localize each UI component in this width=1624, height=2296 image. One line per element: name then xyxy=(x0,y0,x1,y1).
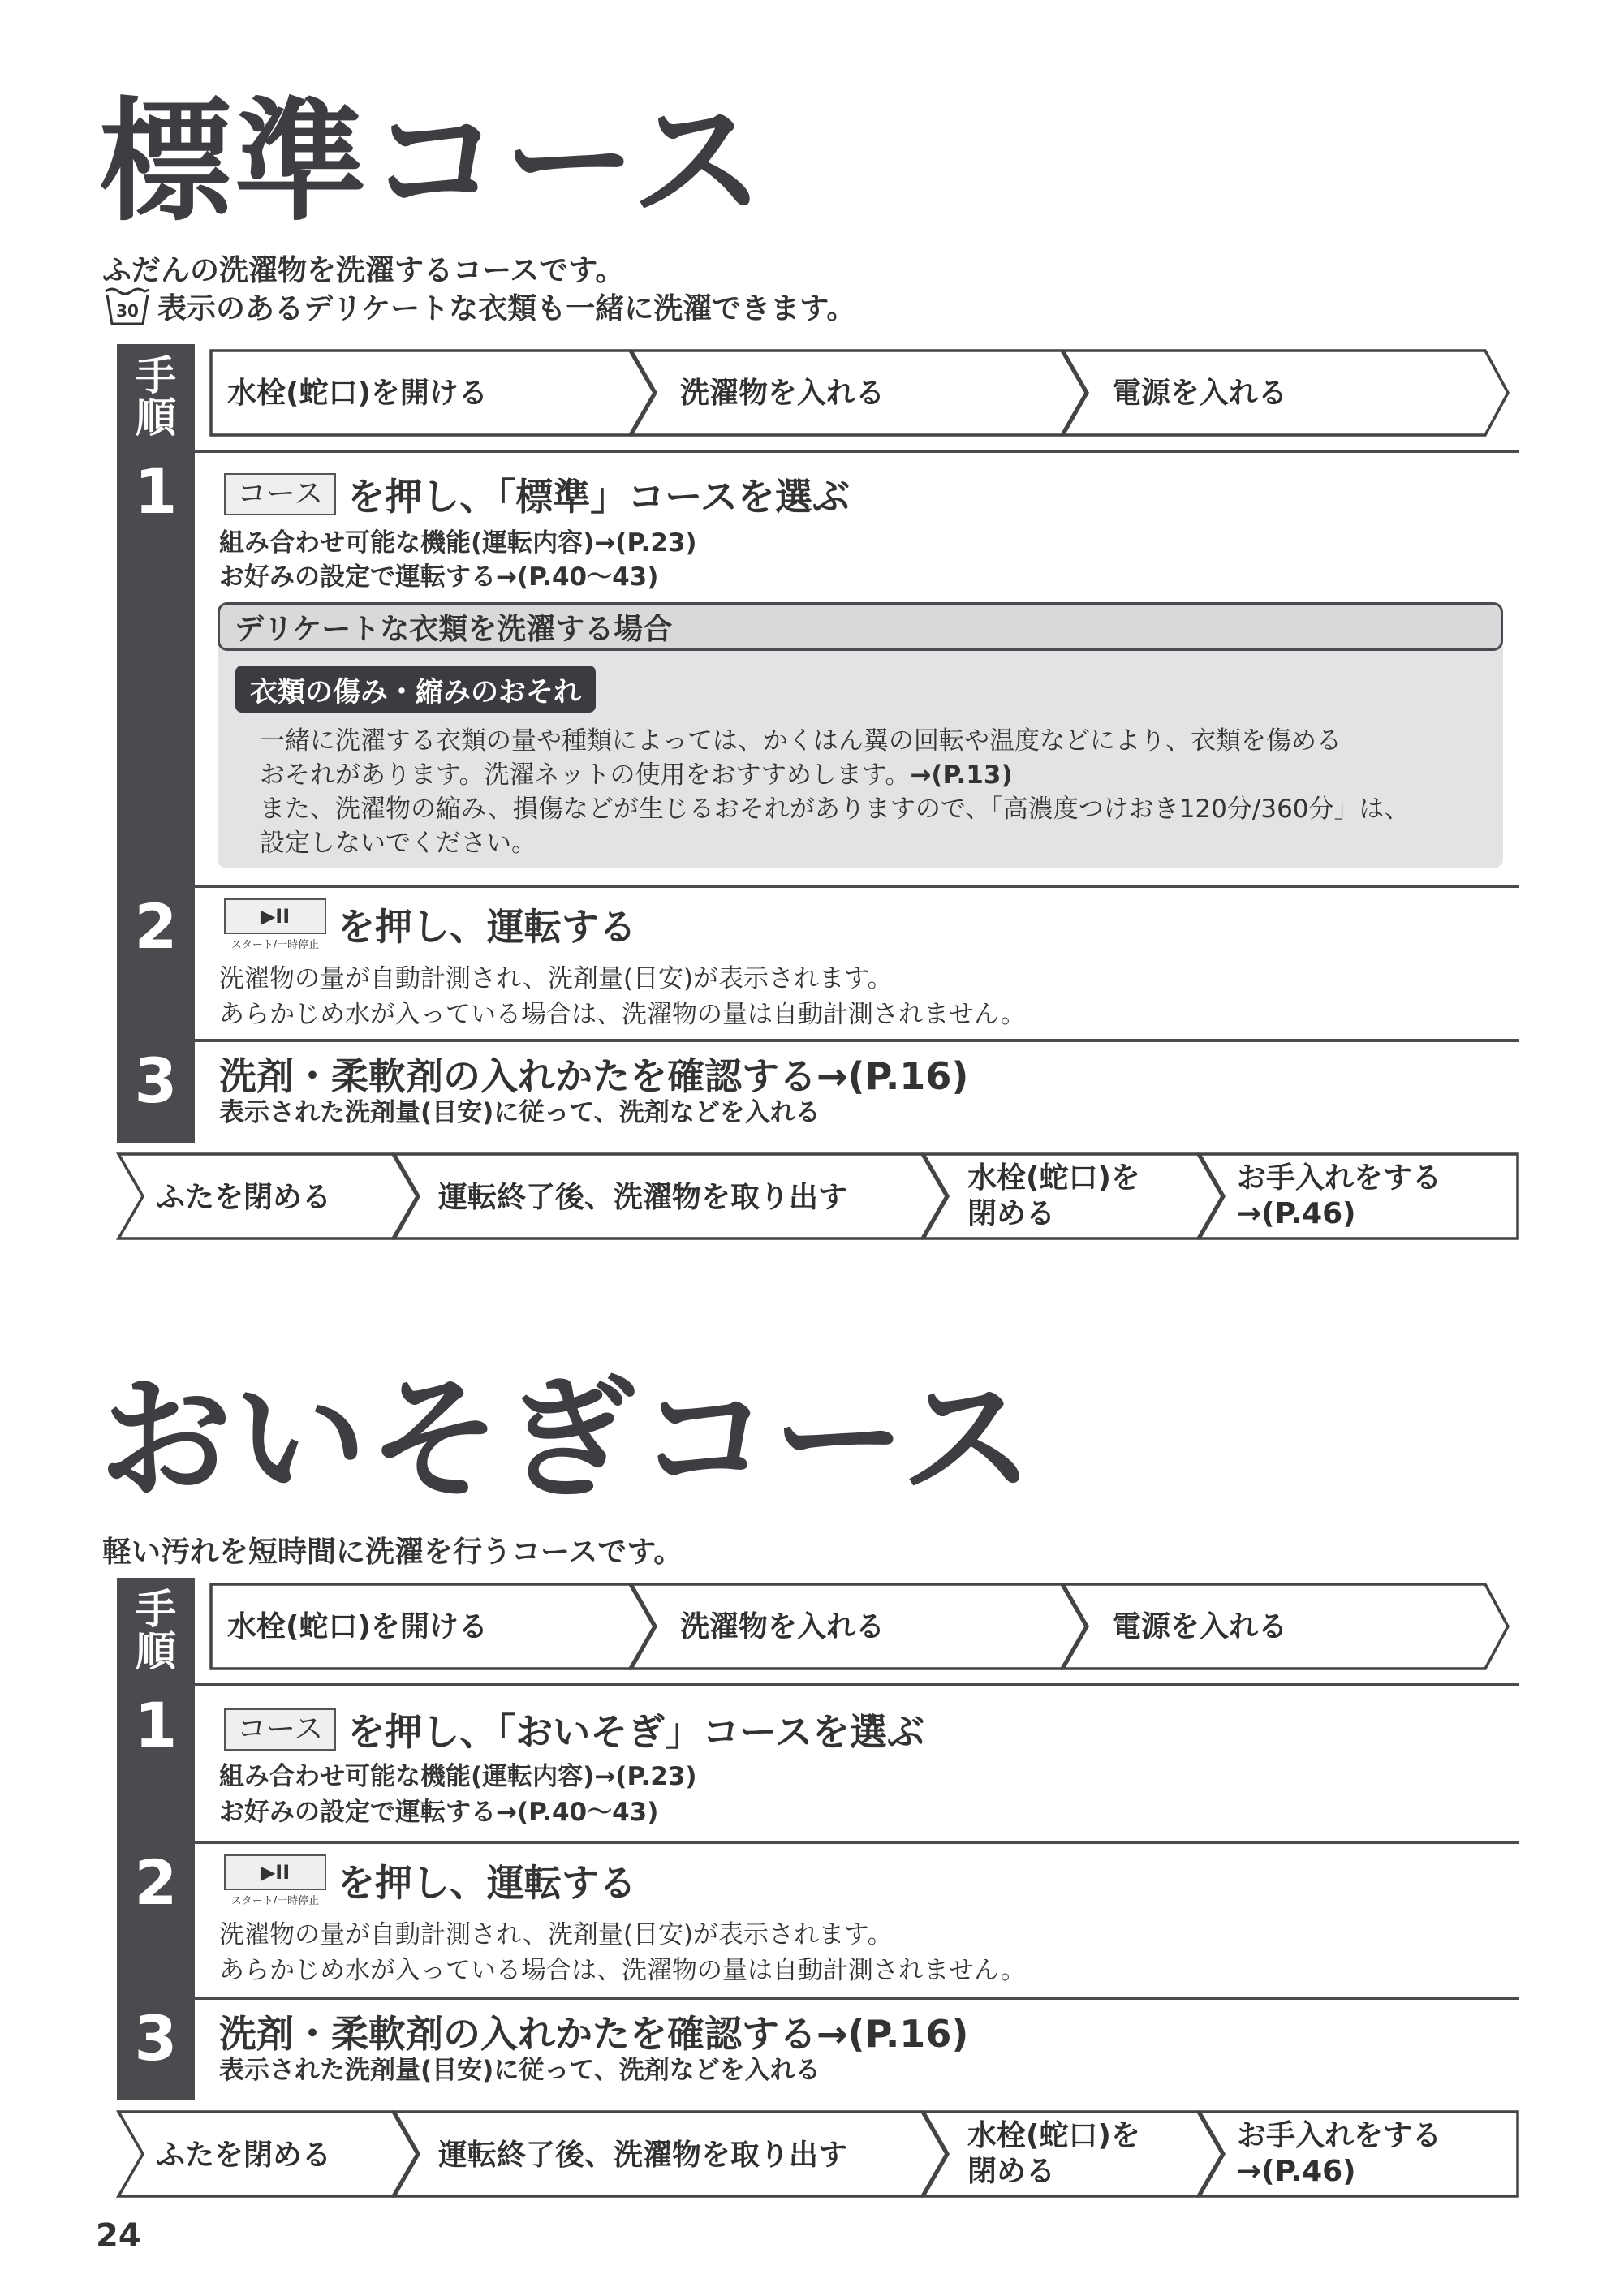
tejun-char-2: 順 xyxy=(136,1628,176,1675)
step-1-ref-1[interactable]: 組み合わせ可能な機能(運転内容)→(P.23) xyxy=(219,528,697,558)
divider xyxy=(117,450,1519,453)
after-step-1-label: ふたを閉める xyxy=(156,1181,332,1214)
tejun-label xyxy=(117,1578,195,1683)
course-button[interactable]: コース xyxy=(224,473,336,515)
step-2-note-2: あらかじめ水が入っている場合は、洗濯物の量は自動計測されません。 xyxy=(219,1000,1026,1029)
step-2-note-1: 洗濯物の量が自動計測され、洗剤量(目安)が表示されます。 xyxy=(219,964,893,993)
divider xyxy=(117,885,1519,888)
prep-step-1-label: 水栓(蛇口)を開ける xyxy=(227,1610,488,1643)
step-2-heading: を押し、運転する xyxy=(338,1861,636,1905)
after-step-3-line-1: 水栓(蛇口)を xyxy=(967,1161,1140,1195)
course-button[interactable]: コース xyxy=(224,1708,336,1751)
play-pause-icon: ▶II xyxy=(224,898,326,934)
play-pause-icon: ▶II xyxy=(224,1854,326,1890)
tejun-char-2: 順 xyxy=(136,394,176,442)
step-2-note-2: あらかじめ水が入っている場合は、洗濯物の量は自動計測されません。 xyxy=(219,1956,1026,1985)
step-1-number: 1 xyxy=(117,453,195,885)
step-3-number: 3 xyxy=(117,2000,195,2100)
divider xyxy=(117,1841,1519,1844)
step-2-number: 2 xyxy=(117,1844,195,1998)
start-pause-button[interactable] xyxy=(224,1854,326,1907)
start-pause-caption: スタート/一時停止 xyxy=(230,938,320,951)
step-3-sub: 表示された洗剤量(目安)に従って、洗剤などを入れる xyxy=(219,2056,821,2085)
step-2-number: 2 xyxy=(117,888,195,1039)
section-title-quick: おいそぎコース xyxy=(99,1362,1036,1517)
intro-line-quick: 軽い汚れを短時間に洗濯を行うコースです。 xyxy=(102,1536,683,1569)
after-step-3-label xyxy=(967,2118,1140,2190)
step-1-ref-1[interactable]: 組み合わせ可能な機能(運転内容)→(P.23) xyxy=(219,1762,697,1791)
caution-line-1: 一緒に洗濯する衣類の量や種類によっては、かくはん翼の回転や温度などにより、衣類を傷める xyxy=(260,726,1342,756)
step-2-heading-row xyxy=(224,898,636,951)
caution-line-2-row xyxy=(260,758,1410,792)
after-step-4-line-2[interactable]: →(P.46) xyxy=(1237,1197,1356,1230)
intro-line-1: ふだんの洗濯物を洗濯するコースです。 xyxy=(102,254,625,287)
start-pause-button[interactable] xyxy=(224,898,326,951)
step-1-heading: を押し、「標準」コースを選ぶ xyxy=(347,475,850,519)
after-step-4-line-1: お手入れをする xyxy=(1237,2119,1442,2152)
after-step-2-label: 運転終了後、洗濯物を取り出す xyxy=(438,2139,848,2172)
prep-step-3-label: 電源を入れる xyxy=(1112,1610,1288,1643)
wash-temp-number: 30 xyxy=(116,300,139,321)
after-step-3-line-2: 閉める xyxy=(967,1197,1056,1230)
divider xyxy=(117,1997,1519,2000)
prep-step-1-label: 水栓(蛇口)を開ける xyxy=(227,377,488,410)
caution-line-4: 設定しないでください。 xyxy=(260,829,536,858)
step-1-ref-2[interactable]: お好みの設定で運転する→(P.40～43) xyxy=(219,562,659,592)
after-step-4-label[interactable] xyxy=(1237,2118,1441,2190)
start-pause-caption: スタート/一時停止 xyxy=(230,1894,320,1907)
caution-line-3: また、洗濯物の縮み、損傷などが生じるおそれがありますので、「高濃度つけおき120分/360分」は、 xyxy=(260,795,1410,824)
intro-line-2: 表示のあるデリケートな衣類も一緒に洗濯できます。 xyxy=(157,292,856,325)
tejun-char-1: 手 xyxy=(136,1586,176,1633)
step-2-note-1: 洗濯物の量が自動計測され、洗剤量(目安)が表示されます。 xyxy=(219,1920,893,1949)
after-step-4-line-1: お手入れをする xyxy=(1237,1161,1442,1195)
section-title-standard: 標準コース xyxy=(99,84,766,239)
step-1-heading-row xyxy=(224,467,850,521)
after-step-3-line-2: 閉める xyxy=(967,2155,1056,2188)
step-1-heading-row xyxy=(224,1703,924,1756)
prep-step-2-label: 洗濯物を入れる xyxy=(680,377,885,410)
caution-line-2: おそれがあります。洗濯ネットの使用をおすすめします。 xyxy=(260,760,911,790)
after-step-3-label xyxy=(967,1161,1140,1232)
step-3-number: 3 xyxy=(117,1042,195,1143)
divider xyxy=(117,1039,1519,1042)
step-3-heading: 洗剤・柔軟剤の入れかたを確認する→(P.16) xyxy=(219,2012,969,2056)
after-step-1-label: ふたを閉める xyxy=(156,2139,332,2172)
step-1-heading: を押し、「おいそぎ」コースを選ぶ xyxy=(347,1710,924,1754)
step-2-heading-row xyxy=(224,1854,636,1907)
page-number: 24 xyxy=(96,2217,141,2255)
tejun-char-1: 手 xyxy=(136,352,176,399)
step-1-ref-2[interactable]: お好みの設定で運転する→(P.40～43) xyxy=(219,1798,659,1827)
step-3-sub: 表示された洗剤量(目安)に従って、洗剤などを入れる xyxy=(219,1098,821,1127)
prep-step-3-label: 電源を入れる xyxy=(1112,377,1288,410)
warning-label: 衣類の傷み・縮みのおそれ xyxy=(235,666,596,713)
wash-tub-30-icon xyxy=(102,286,153,327)
after-step-4-label[interactable] xyxy=(1237,1161,1441,1232)
step-3-heading: 洗剤・柔軟剤の入れかたを確認する→(P.16) xyxy=(219,1054,969,1098)
divider xyxy=(117,1683,1519,1686)
after-step-3-line-1: 水栓(蛇口)を xyxy=(967,2119,1140,2152)
intro-line-2-row xyxy=(102,286,855,327)
after-step-4-line-2[interactable]: →(P.46) xyxy=(1237,2155,1356,2188)
prep-step-2-label: 洗濯物を入れる xyxy=(680,1610,885,1643)
caution-text xyxy=(260,724,1410,860)
step-2-heading: を押し、運転する xyxy=(338,905,636,949)
tejun-label xyxy=(117,344,195,450)
after-step-2-label: 運転終了後、洗濯物を取り出す xyxy=(438,1181,848,1214)
step-1-number: 1 xyxy=(117,1686,195,1841)
caution-ref[interactable]: →(P.13) xyxy=(910,760,1013,790)
caution-header: デリケートな衣類を洗濯する場合 xyxy=(218,602,1503,651)
